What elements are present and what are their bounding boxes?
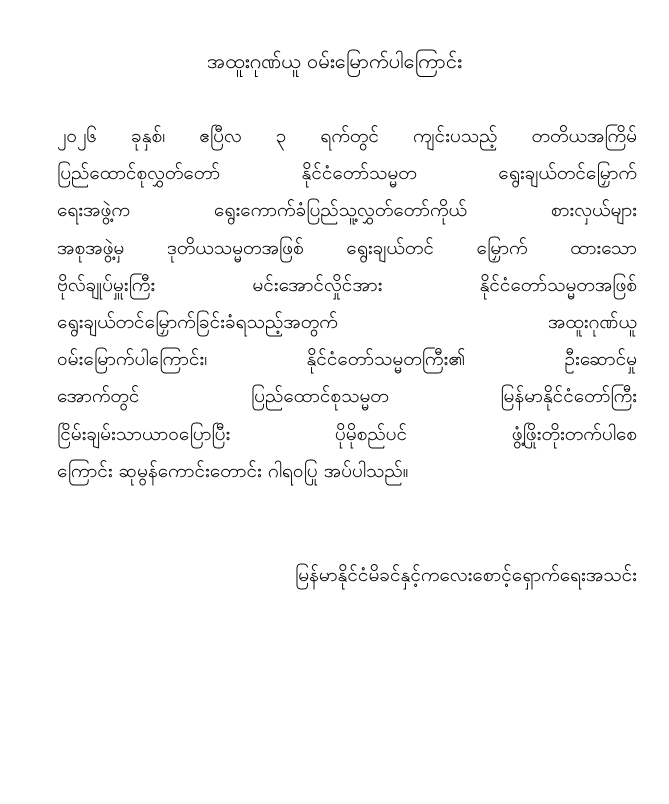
message-paragraph [57, 118, 637, 490]
organization-signature: မြန်မာနိုင်ငံမိခင်နှင့်ကလေးစောင့်ရှောက်ရေးအသင်း [295, 564, 637, 586]
paragraph-line-5: ဗိုလ်ချုပ်မှူးကြီး မင်းအောင်လှိုင်အား နိုင်ငံတော်သမ္မတအဖြစ် [57, 273, 637, 296]
paragraph-line-4: အစုအဖွဲ့မှ ဒုတိယသမ္မတအဖြစ် ရွေးချယ်တင် မြှောက် ထားသော [57, 236, 637, 259]
paragraph-line-1: ၂၀၂၆ ခုနှစ်၊ ဧပြီလ ၃ ရက်တွင် ကျင်းပသည့် တတိယအကြိမ် [57, 125, 637, 147]
paragraph-line-2: ပြည်ထောင်စုလွှတ်တော် နိုင်ငံတော်သမ္မတ ရွေးချယ်တင်မြှောက် [57, 162, 637, 185]
paragraph-line-7: ဝမ်းမြောက်ပါကြောင်း၊ နိုင်ငံတော်သမ္မတကြီး၏ ဦးဆောင်မှု [57, 348, 637, 371]
paragraph-line-8: အောက်တွင် ပြည်ထောင်စုသမ္မတ မြန်မာနိုင်ငံတော်ကြီး [57, 385, 637, 408]
paragraph-line-9: ငြိမ်းချမ်းသာယာဝပြောပြီး ပိုမိုစည်ပင် ဖွံ့ဖြိုးတိုးတက်ပါစေ [57, 422, 637, 445]
paragraph-line-10: ကြောင်း ဆုမွန်ကောင်းတောင်း ဂါရဝပြု အပ်ပါသည်။ [57, 459, 409, 482]
document-title: အထူးဂုဏ်ယူ ဝမ်းမြောက်ပါကြောင်း [206, 49, 463, 73]
paragraph-line-3: ရေးအဖွဲ့က ရွေးကောက်ခံပြည်သူ့လွှတ်တော်ကိုယ် စားလှယ်များ [57, 199, 637, 222]
paragraph-line-6: ရွေးချယ်တင်မြှောက်ခြင်းခံရသည့်အတွက် အထူးဂုဏ်ယူ [57, 310, 637, 333]
